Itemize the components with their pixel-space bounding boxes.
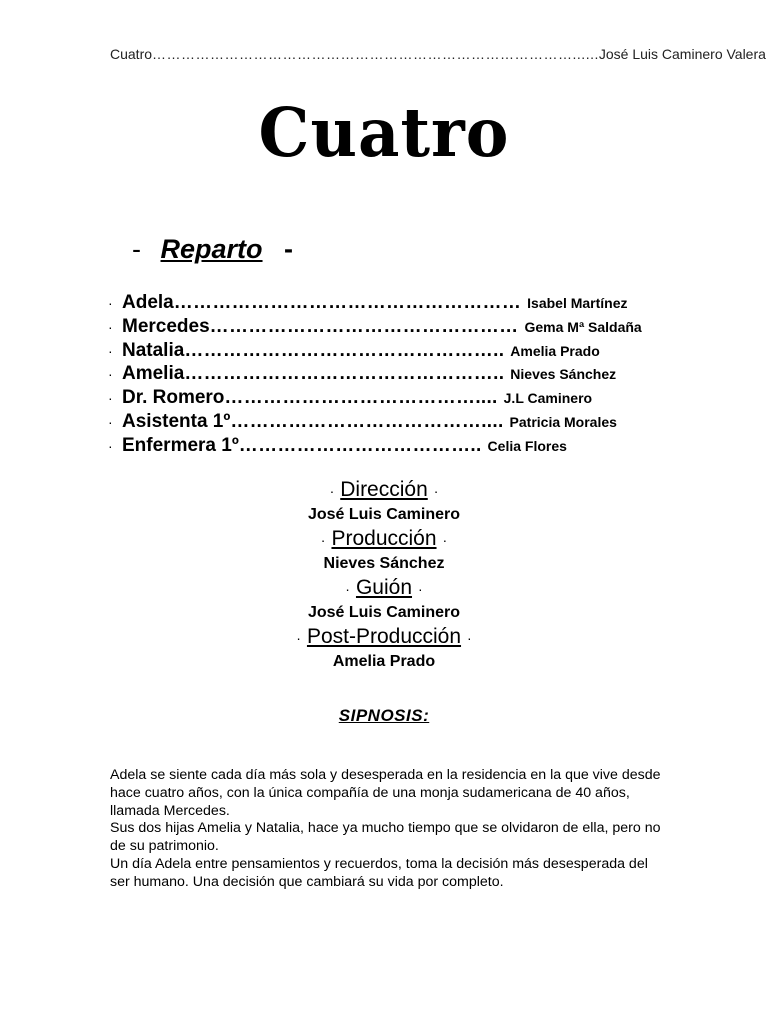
synopsis-paragraph: Un día Adela entre pensamientos y recuerdos, toma la decisión más desesperada del ser humano. Una decisión que cambiará su vida por completo. [110, 855, 648, 890]
credits-section [0, 476, 768, 672]
header-left: Cuatro [110, 46, 153, 62]
cast-actor: Patricia Morales [509, 413, 617, 430]
cast-row [108, 387, 668, 411]
cast-role: Asistenta 1º [122, 410, 231, 432]
bullet-icon: · [108, 342, 113, 359]
cast-actor: Isabel Martínez [527, 295, 628, 311]
cast-row [108, 316, 668, 340]
cast-row [108, 340, 668, 364]
reparto-heading [132, 234, 293, 265]
reparto-label: Reparto [160, 234, 263, 264]
credit-role-label: Guión [355, 576, 413, 599]
credit-role-post-produccion [0, 623, 768, 652]
credit-role-produccion [0, 525, 768, 554]
header-author: José Luis Caminero Valera [598, 46, 766, 62]
synopsis-paragraph: Adela se siente cada día más sola y desesperada en la residencia en la que vive desde hace cuatro años, con la única compañía de una monja sudamericana de 40 años, llamada Mercedes. [110, 767, 661, 819]
running-header [110, 46, 766, 62]
cast-list [108, 292, 668, 459]
bullet-icon: · [108, 366, 113, 383]
credit-role-label: Dirección [340, 478, 428, 501]
credit-person: José Luis Caminero [307, 506, 461, 523]
leader-dots: ……………………………….. [238, 434, 482, 456]
bullet-icon: · [108, 295, 113, 311]
bullet-icon: · [108, 413, 113, 430]
cast-role: Dr. Romero [122, 387, 225, 409]
bullet-icon: · [418, 581, 423, 597]
cast-actor: J.L Caminero [503, 390, 593, 407]
credit-person: Nieves Sánchez [323, 555, 445, 572]
cast-row [108, 411, 668, 435]
leader-dots: ……………………………………………… [173, 292, 522, 313]
bullet-icon: · [345, 581, 350, 597]
leader-dots: ………………………………………… [209, 315, 519, 337]
synopsis-paragraph: Sus dos hijas Amelia y Natalia, hace ya mucho tiempo que se olvidaron de ella, pero no de su patrimonio. [110, 820, 661, 855]
cast-actor: Nieves Sánchez [510, 366, 617, 383]
cast-actor: Celia Flores [487, 437, 567, 454]
bullet-icon: · [108, 318, 113, 335]
credit-person: José Luis Caminero [307, 604, 461, 621]
credit-role-direccion [0, 476, 768, 505]
cast-row [108, 363, 668, 387]
bullet-icon: · [442, 532, 448, 548]
bullet-icon: · [329, 483, 335, 499]
cast-role: Adela [122, 292, 174, 313]
cast-role: Amelia [122, 363, 185, 385]
credit-person: Amelia Prado [332, 653, 436, 670]
cast-actor: Amelia Prado [510, 342, 600, 359]
cast-role: Mercedes [122, 315, 210, 337]
bullet-icon: · [433, 483, 439, 499]
bullet-icon: · [320, 532, 326, 548]
header-leader-dots: ……………………………………………………………………………...... [152, 46, 599, 62]
leader-dots: ………………………………….... [224, 387, 498, 409]
bullet-icon: · [467, 630, 472, 646]
credit-role-label: Producción [331, 527, 437, 550]
bullet-icon: · [108, 390, 113, 407]
sipnosis-heading: SIPNOSIS: [338, 706, 430, 725]
bullet-icon: · [108, 437, 113, 454]
leader-dots: ………………………………………….. [184, 339, 505, 361]
synopsis-text [110, 767, 666, 892]
reparto-dash-right: - [284, 234, 294, 264]
cast-actor: Gema Mª Saldaña [524, 318, 642, 335]
bullet-icon: · [296, 630, 301, 646]
document-title: Cuatro [258, 94, 510, 173]
cast-row [108, 292, 668, 316]
cast-role: Natalia [122, 339, 185, 361]
cast-role: Enfermera 1º [122, 434, 239, 456]
cast-row [108, 435, 668, 459]
leader-dots: ………………………………………….. [184, 363, 505, 385]
reparto-dash-left: - [132, 234, 141, 264]
credit-role-guion [0, 574, 768, 603]
leader-dots: ………………………………….... [230, 410, 504, 432]
credit-role-label: Post-Producción [306, 625, 462, 648]
